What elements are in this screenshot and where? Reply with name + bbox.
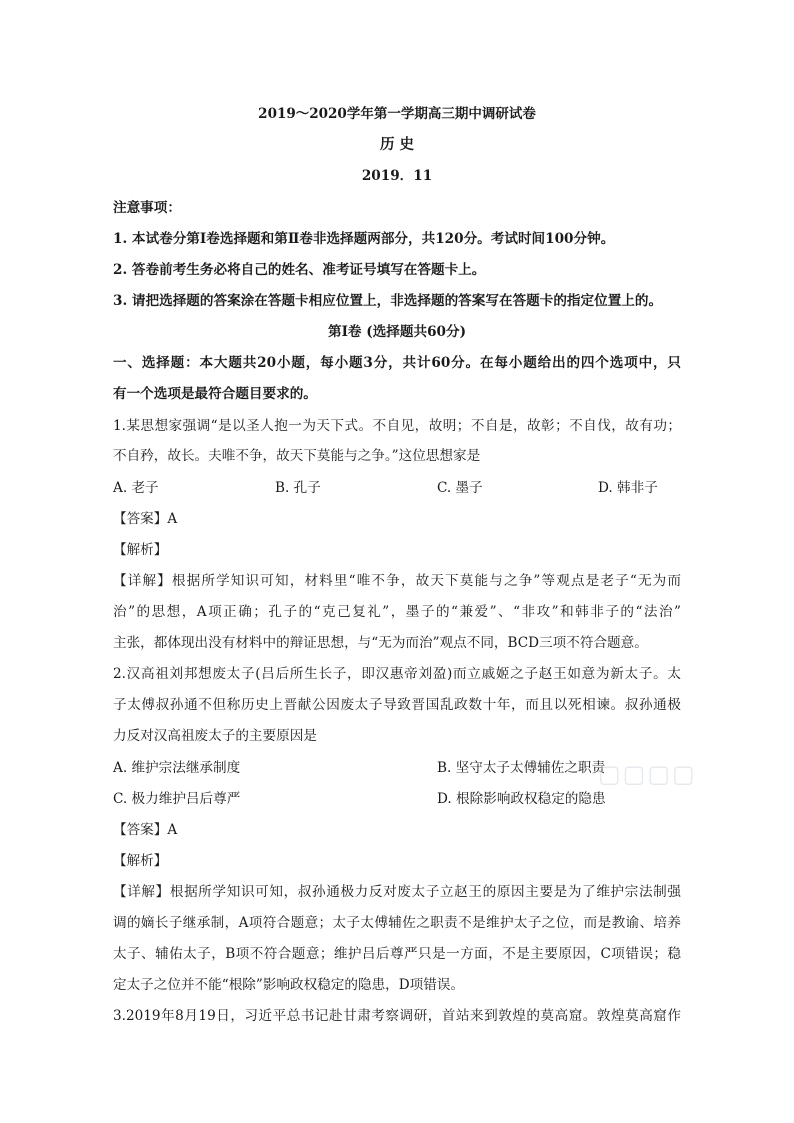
watermark-logo: ▢▢▢▢	[598, 760, 697, 788]
exam-date: 2019．11	[361, 168, 433, 184]
q2-detail-line-3: 太子、辅佑太子，B项不符合题意；维护吕后尊严只是一方面，不是主要原因，C项错误；稳	[113, 946, 681, 962]
q2-detail-line-2: 调的嫡长子继承制，A项符合题意；太子太傅辅佐之职责不是维护太子之位，而是教谕、培养	[113, 915, 681, 931]
q1-option-c: C. 墨子	[437, 480, 483, 496]
notice-heading: 注意事项：	[113, 200, 181, 216]
q1-option-a: A. 老子	[113, 480, 159, 496]
q2-stem-line-2: 子太傅叔孙通不但称历史上晋献公因废太子导致晋国乱政数十年，而且以死相谏。叔孙通极	[113, 697, 681, 713]
q1-analysis-label: 【解析】	[113, 542, 168, 558]
q2-option-d: D. 根除影响政权稳定的隐患	[437, 791, 606, 807]
q2-option-b: B. 坚守太子太傅辅佐之职责	[437, 760, 606, 776]
q1-detail-line-2: 治”的思想，A项正确；孔子的“克己复礼”，墨子的“兼爱”、“非攻”和韩非子的“法治”	[113, 604, 681, 620]
notice-item-3: 3. 请把选择题的答案涂在答题卡相应位置上，非选择题的答案写在答题卡的指定位置上的。	[113, 293, 663, 309]
q2-stem-line-3: 力反对汉高祖废太子的主要原因是	[113, 728, 317, 744]
section-instruction-1: 一、选择题：本大题共20小题，每小题3分，共计60分。在每小题给出的四个选项中，只	[113, 355, 681, 371]
q1-detail-line-1: 【详解】根据所学知识可知，材料里“唯不争，故天下莫能与之争”等观点是老子“无为而	[113, 573, 681, 589]
exam-title: 2019～2020学年第一学期高三期中调研试卷	[258, 106, 536, 122]
q1-option-d: D. 韩非子	[598, 480, 658, 496]
q1-detail-line-3: 主张，都体现出没有材料中的辩证思想，与“无为而治”观点不同，BCD三项不符合题意。	[113, 635, 648, 651]
q2-option-c: C. 极力维护吕后尊严	[113, 791, 241, 807]
section-instruction-2: 有一个选项是最符合题目要求的。	[113, 386, 317, 402]
notice-item-1: 1. 本试卷分第Ⅰ卷选择题和第Ⅱ卷非选择题两部分，共120分。考试时间100分钟。	[113, 231, 615, 247]
q1-option-b: B. 孔子	[275, 480, 321, 496]
q1-answer: 【答案】A	[113, 511, 178, 527]
q2-option-a: A. 维护宗法继承制度	[113, 760, 241, 776]
q3-stem-line-1: 3.2019年8月19日，习近平总书记赴甘肃考察调研，首站来到敦煌的莫高窟。敦煌莫高窟作	[113, 1008, 681, 1024]
q1-stem-line-2: 不自矜，故长。夫唯不争，故天下莫能与之争。”这位思想家是	[113, 448, 481, 464]
section-title: 第Ⅰ卷 (选择题共60分)	[327, 324, 467, 340]
notice-item-2: 2. 答卷前考生务必将自己的姓名、准考证号填写在答题卡上。	[113, 262, 486, 278]
q2-detail-line-4: 定太子之位并不能“根除”影响政权稳定的隐患，D项错误。	[113, 977, 465, 993]
q2-stem-line-1: 2.汉高祖刘邦想废太子(吕后所生长子，即汉惠帝刘盈)而立戚姬之子赵王如意为新太子。太	[113, 666, 681, 682]
q2-detail-line-1: 【详解】根据所学知识可知，叔孙通极力反对废太子立赵王的原因主要是为了维护宗法制强	[113, 884, 681, 900]
q2-analysis-label: 【解析】	[113, 853, 168, 869]
q1-stem-line-1: 1.某思想家强调“是以圣人抱一为天下式。不自见，故明；不自是，故彰；不自伐，故有功；	[113, 418, 681, 434]
subject-title: 历 史	[379, 136, 415, 153]
q2-answer: 【答案】A	[113, 822, 178, 838]
